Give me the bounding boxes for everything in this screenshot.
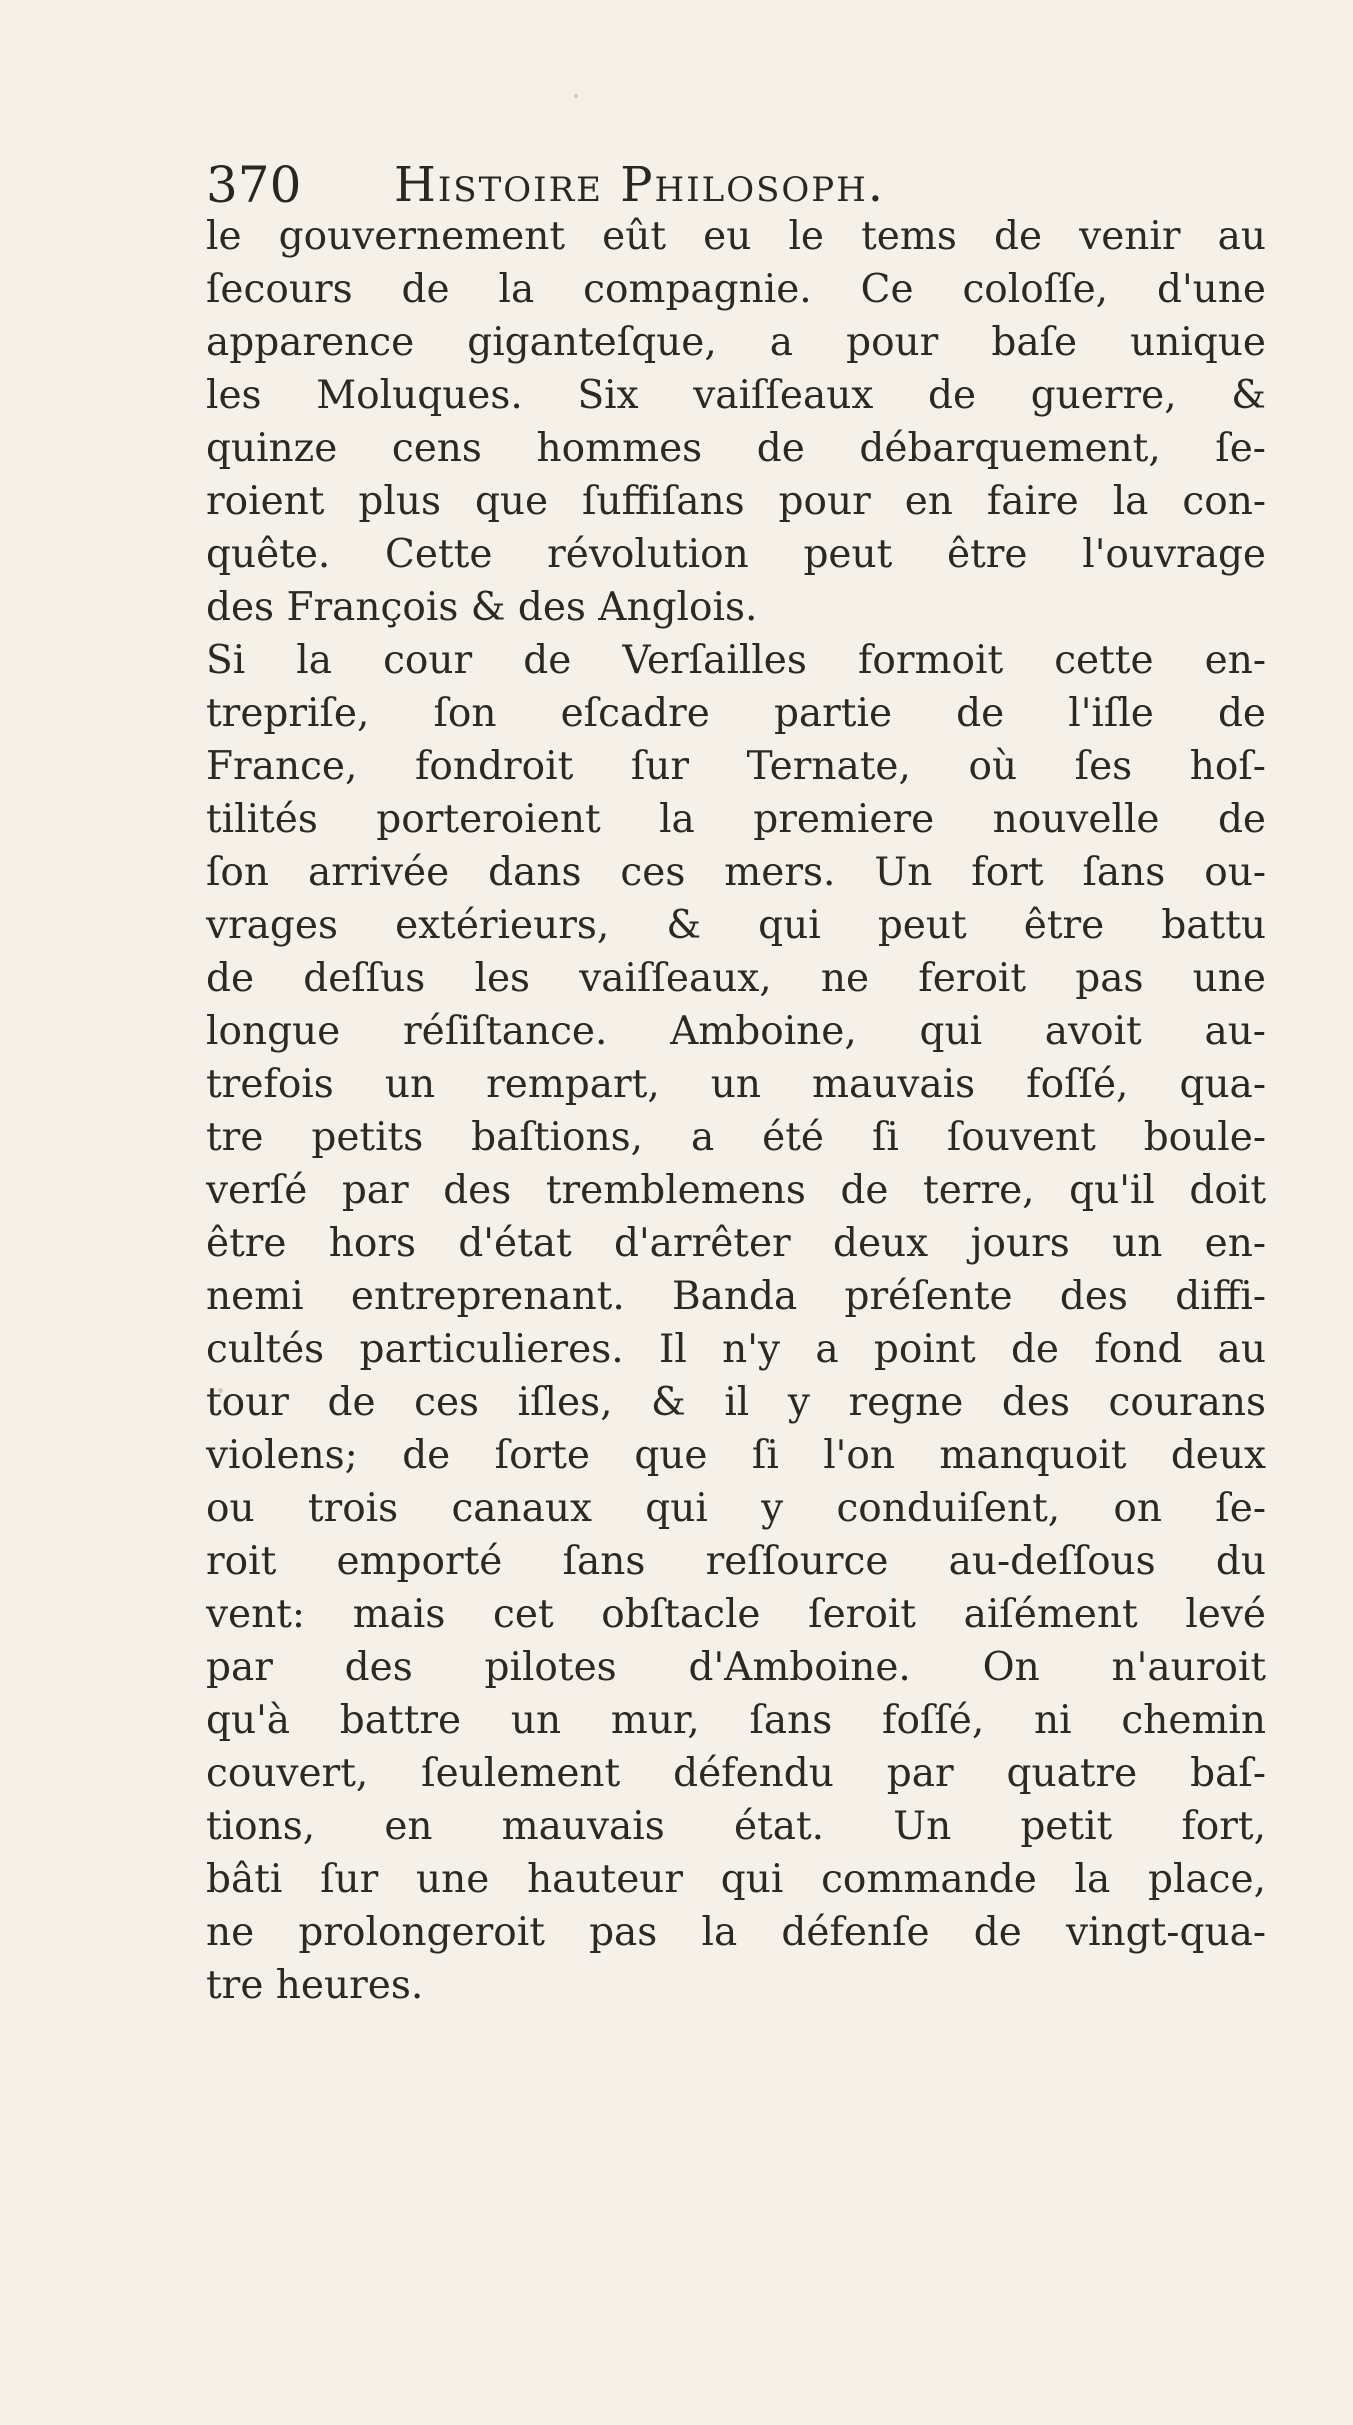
text-line: le gouvernement eût eu le tems de venir au (206, 214, 1266, 259)
text-line: des François & des Anglois. (206, 585, 758, 630)
text-line: violens; de ſorte que ſi l'on manquoit deux (206, 1433, 1266, 1478)
text-line: tre heures. (206, 1963, 424, 2008)
text-line: trepriſe, ſon eſcadre partie de l'iſle de (206, 691, 1266, 736)
text-line: tre petits baſtions, a été ſi ſouvent boule- (206, 1115, 1266, 1160)
text-line: ſecours de la compagnie. Ce coloſſe, d'une (206, 267, 1266, 312)
text-line: tions, en mauvais état. Un petit fort, (206, 1804, 1266, 1849)
text-line: verſé par des tremblemens de terre, qu'il doit (206, 1168, 1266, 1213)
text-line: qu'à battre un mur, ſans foſſé, ni chemin (206, 1698, 1266, 1743)
text-line: quête. Cette révolution peut être l'ouvrage (206, 532, 1266, 577)
text-line: tour de ces iſles, & il y regne des courans (206, 1380, 1266, 1425)
text-line: les Moluques. Six vaiſſeaux de guerre, & (206, 373, 1266, 418)
text-line: par des pilotes d'Amboine. On n'auroit (206, 1645, 1266, 1690)
text-line: roient plus que ſuffiſans pour en faire la con- (206, 479, 1266, 524)
text-line: Si la cour de Verſailles formoit cette en- (206, 638, 1266, 683)
body-text (206, 210, 1266, 2012)
text-line: quinze cens hommes de débarquement, ſe- (206, 426, 1266, 471)
paper-spot (574, 94, 578, 98)
text-line: de deſſus les vaiſſeaux, ne feroit pas une (206, 956, 1266, 1001)
text-line: apparence giganteſque, a pour baſe unique (206, 320, 1266, 365)
text-line: ou trois canaux qui y conduiſent, on ſe- (206, 1486, 1266, 1531)
text-line: vrages extérieurs, & qui peut être battu (206, 903, 1266, 948)
running-head: Histoire Philosoph. (394, 157, 886, 213)
text-line: France, fondroit ſur Ternate, où ſes hoſ- (206, 744, 1266, 789)
page-number: 370 (206, 156, 302, 214)
text-line: trefois un rempart, un mauvais foſſé, qua- (206, 1062, 1266, 1107)
text-line: cultés particulieres. Il n'y a point de fond au (206, 1327, 1266, 1372)
text-line: roit emporté ſans reſſource au-deſſous du (206, 1539, 1266, 1584)
text-line: nemi entreprenant. Banda préſente des diffi- (206, 1274, 1266, 1319)
text-line: être hors d'état d'arrêter deux jours un en- (206, 1221, 1266, 1266)
text-line: tilités porteroient la premiere nouvelle de (206, 797, 1266, 842)
text-line: couvert, ſeulement défendu par quatre baſ- (206, 1751, 1266, 1796)
text-line: bâti ſur une hauteur qui commande la place, (206, 1857, 1266, 1902)
text-line: ne prolongeroit pas la défenſe de vingt-qua- (206, 1910, 1266, 1955)
text-line: vent: mais cet obſtacle ſeroit aiſément levé (206, 1592, 1266, 1637)
text-line: longue réſiſtance. Amboine, qui avoit au- (206, 1009, 1266, 1054)
text-line: ſon arrivée dans ces mers. Un fort ſans ou- (206, 850, 1266, 895)
